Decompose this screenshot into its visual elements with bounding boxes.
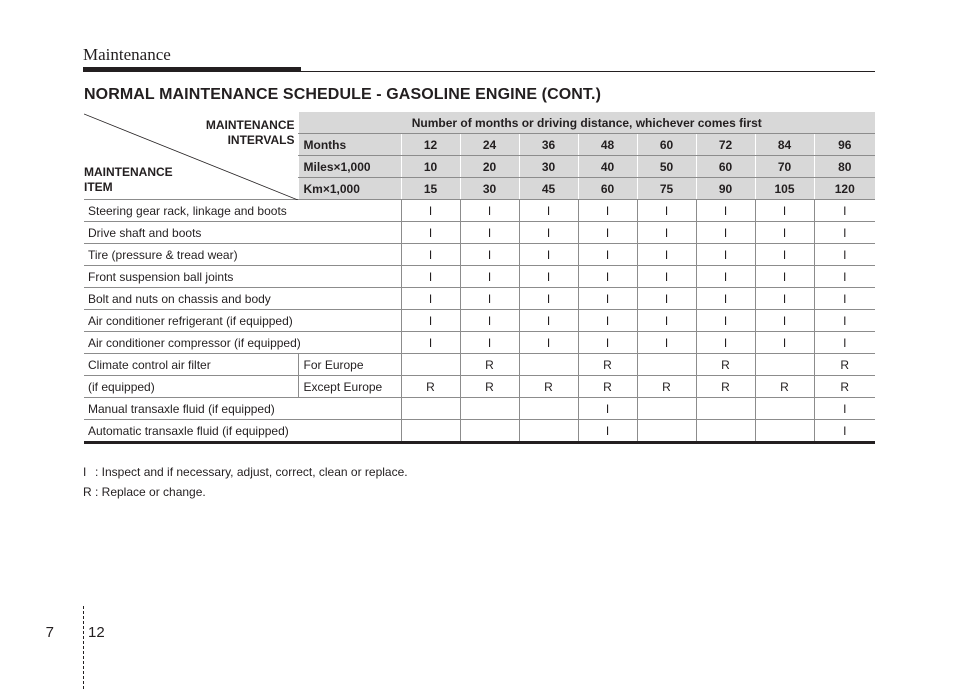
section-title: Maintenance	[83, 45, 171, 64]
schedule-cell: I	[519, 222, 578, 244]
interval-value-cell: 70	[755, 156, 814, 178]
interval-value-cell: 12	[401, 134, 460, 156]
page-heading: NORMAL MAINTENANCE SCHEDULE - GASOLINE ENGINE (CONT.)	[84, 86, 602, 103]
schedule-cell: I	[637, 266, 696, 288]
schedule-cell	[460, 398, 519, 420]
schedule-cell: R	[814, 354, 875, 376]
schedule-cell	[755, 398, 814, 420]
schedule-cell: I	[637, 244, 696, 266]
schedule-cell: I	[814, 420, 875, 443]
corner-intervals-line1: MAINTENANCE	[205, 118, 295, 132]
schedule-cell: I	[755, 332, 814, 354]
schedule-cell: I	[814, 288, 875, 310]
schedule-cell: I	[814, 200, 875, 222]
schedule-cell: I	[578, 244, 637, 266]
schedule-cell: I	[814, 266, 875, 288]
schedule-cell: I	[578, 398, 637, 420]
schedule-cell: I	[460, 288, 519, 310]
interval-value-cell: 15	[401, 178, 460, 200]
schedule-cell: I	[637, 200, 696, 222]
schedule-cell: I	[401, 266, 460, 288]
schedule-cell: I	[814, 222, 875, 244]
schedule-cell: I	[401, 310, 460, 332]
schedule-cell: I	[460, 244, 519, 266]
schedule-cell: R	[519, 376, 578, 398]
interval-header: Number of months or driving distance, whichever comes first	[298, 112, 875, 134]
schedule-cell: I	[460, 200, 519, 222]
maintenance-item-label: Steering gear rack, linkage and boots	[84, 200, 401, 222]
sub-condition-label: For Europe	[298, 354, 401, 376]
table-row	[84, 266, 875, 288]
schedule-cell: I	[814, 332, 875, 354]
schedule-cell: I	[401, 222, 460, 244]
schedule-cell: I	[519, 200, 578, 222]
schedule-cell: R	[696, 376, 755, 398]
schedule-cell: I	[401, 332, 460, 354]
interval-value-cell: 120	[814, 178, 875, 200]
table-row	[84, 420, 875, 443]
maintenance-item-label: Climate control air filter	[84, 354, 298, 376]
schedule-cell: R	[814, 376, 875, 398]
interval-value-cell: 60	[637, 134, 696, 156]
table-row	[84, 354, 875, 376]
schedule-cell: R	[460, 376, 519, 398]
schedule-cell: I	[696, 288, 755, 310]
interval-value-cell: 48	[578, 134, 637, 156]
maintenance-item-label: Manual transaxle fluid (if equipped)	[84, 398, 401, 420]
schedule-cell	[637, 420, 696, 443]
schedule-cell: I	[578, 310, 637, 332]
schedule-cell: I	[401, 244, 460, 266]
schedule-cell: I	[578, 222, 637, 244]
interval-value-cell: 36	[519, 134, 578, 156]
schedule-cell	[519, 398, 578, 420]
schedule-cell	[696, 420, 755, 443]
schedule-cell: R	[578, 354, 637, 376]
schedule-cell: I	[696, 244, 755, 266]
legend-item: I : Inspect and if necessary, adjust, correct, clean or replace.	[83, 465, 408, 479]
interval-value-cell: 90	[696, 178, 755, 200]
page-number-value: 12	[88, 624, 105, 641]
schedule-cell	[401, 354, 460, 376]
table-row	[84, 288, 875, 310]
corner-intervals-line2: INTERVALS	[227, 133, 295, 147]
interval-row-label: Km×1,000	[298, 178, 401, 200]
maintenance-item-label: Front suspension ball joints	[84, 266, 401, 288]
interval-value-cell: 96	[814, 134, 875, 156]
schedule-cell: I	[578, 200, 637, 222]
schedule-cell	[755, 420, 814, 443]
schedule-cell: I	[814, 244, 875, 266]
table-row	[84, 376, 875, 398]
legend	[83, 462, 408, 502]
interval-value-cell: 45	[519, 178, 578, 200]
schedule-cell: I	[519, 310, 578, 332]
maintenance-item-label: (if equipped)	[84, 376, 298, 398]
schedule-cell: R	[401, 376, 460, 398]
schedule-cell: I	[401, 288, 460, 310]
schedule-cell: I	[578, 288, 637, 310]
table-row	[84, 398, 875, 420]
schedule-cell: R	[460, 354, 519, 376]
schedule-cell: I	[519, 266, 578, 288]
maintenance-item-label: Bolt and nuts on chassis and body	[84, 288, 401, 310]
interval-value-cell: 60	[696, 156, 755, 178]
schedule-cell: I	[755, 288, 814, 310]
header-rule-thin	[301, 71, 875, 72]
page-margin-line	[83, 606, 84, 689]
schedule-cell: I	[637, 332, 696, 354]
header-corner-cell	[84, 112, 298, 200]
schedule-cell: I	[696, 222, 755, 244]
schedule-cell	[637, 354, 696, 376]
maintenance-item-label: Tire (pressure & tread wear)	[84, 244, 401, 266]
maintenance-item-label: Air conditioner refrigerant (if equipped)	[84, 310, 401, 332]
schedule-cell	[519, 420, 578, 443]
schedule-cell: I	[637, 288, 696, 310]
schedule-cell: I	[460, 266, 519, 288]
schedule-cell: I	[519, 288, 578, 310]
schedule-cell: I	[814, 310, 875, 332]
interval-value-cell: 10	[401, 156, 460, 178]
schedule-cell: I	[637, 222, 696, 244]
schedule-cell: I	[755, 244, 814, 266]
interval-row-label: Miles×1,000	[298, 156, 401, 178]
maintenance-item-label: Air conditioner compressor (if equipped)	[84, 332, 401, 354]
schedule-cell: I	[814, 398, 875, 420]
schedule-cell	[637, 398, 696, 420]
interval-row-label: Months	[298, 134, 401, 156]
schedule-cell: I	[755, 222, 814, 244]
table-row	[84, 222, 875, 244]
schedule-cell: R	[578, 376, 637, 398]
schedule-cell: I	[519, 244, 578, 266]
schedule-cell	[755, 354, 814, 376]
table-row	[84, 332, 875, 354]
interval-value-cell: 80	[814, 156, 875, 178]
schedule-cell	[401, 420, 460, 443]
interval-value-cell: 60	[578, 178, 637, 200]
table-row	[84, 310, 875, 332]
corner-intervals-label	[206, 118, 295, 148]
schedule-cell: I	[401, 200, 460, 222]
schedule-cell: I	[696, 332, 755, 354]
schedule-cell	[460, 420, 519, 443]
interval-value-cell: 20	[460, 156, 519, 178]
schedule-cell: R	[637, 376, 696, 398]
chapter-number: 7	[45, 624, 54, 641]
header-rule-thick	[83, 67, 301, 72]
schedule-cell: I	[460, 222, 519, 244]
schedule-cell: I	[755, 266, 814, 288]
interval-value-cell: 75	[637, 178, 696, 200]
schedule-cell: R	[755, 376, 814, 398]
schedule-cell	[401, 398, 460, 420]
schedule-cell: I	[460, 332, 519, 354]
schedule-cell: I	[460, 310, 519, 332]
table-row	[84, 244, 875, 266]
interval-value-cell: 72	[696, 134, 755, 156]
corner-item-line2: ITEM	[84, 180, 113, 194]
schedule-cell: I	[755, 310, 814, 332]
maintenance-schedule-table	[84, 112, 875, 444]
schedule-cell: I	[637, 310, 696, 332]
table-row	[84, 200, 875, 222]
corner-item-label	[84, 165, 173, 195]
schedule-cell: I	[696, 266, 755, 288]
interval-value-cell: 40	[578, 156, 637, 178]
schedule-cell: I	[578, 332, 637, 354]
sub-condition-label: Except Europe	[298, 376, 401, 398]
interval-value-cell: 105	[755, 178, 814, 200]
maintenance-item-label: Automatic transaxle fluid (if equipped)	[84, 420, 401, 443]
schedule-cell	[696, 398, 755, 420]
schedule-cell	[519, 354, 578, 376]
schedule-cell: R	[696, 354, 755, 376]
schedule-cell: I	[519, 332, 578, 354]
interval-value-cell: 30	[460, 178, 519, 200]
schedule-cell: I	[696, 200, 755, 222]
interval-value-cell: 30	[519, 156, 578, 178]
legend-item: R : Replace or change.	[83, 485, 206, 499]
interval-value-cell: 50	[637, 156, 696, 178]
schedule-cell: I	[578, 420, 637, 443]
interval-value-cell: 84	[755, 134, 814, 156]
maintenance-item-label: Drive shaft and boots	[84, 222, 401, 244]
schedule-cell: I	[755, 200, 814, 222]
schedule-cell: I	[696, 310, 755, 332]
interval-value-cell: 24	[460, 134, 519, 156]
schedule-cell: I	[578, 266, 637, 288]
corner-item-line1: MAINTENANCE	[84, 165, 173, 179]
